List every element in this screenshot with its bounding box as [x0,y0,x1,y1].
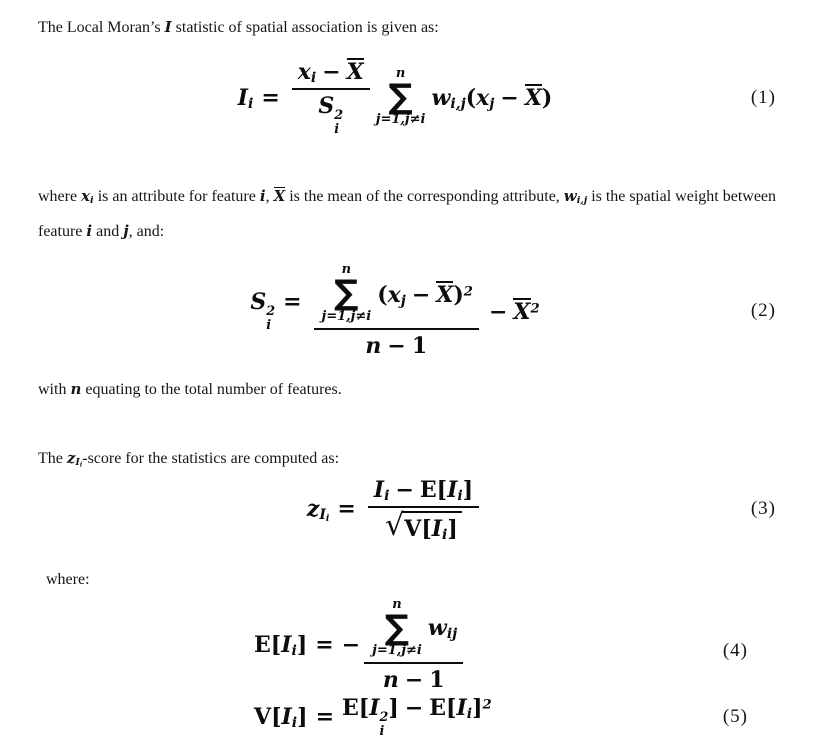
eq1-summation [376,67,426,128]
minus-sign: − [411,281,431,308]
math-sub: i [466,705,473,722]
close-paren: ) [453,281,464,308]
math-var: z [66,448,76,467]
x-bar-variable: X [273,187,286,206]
math-var: I [75,456,80,468]
eq2-lhs [250,289,309,333]
x-bar-variable: X [524,85,542,112]
math-var: w [563,187,577,206]
open-bracket: [ [421,515,432,542]
math-sub: i [325,514,330,525]
math-var: x [81,187,91,206]
math-sup: 2 [530,300,540,316]
math-sub: i [457,487,463,504]
numerator-expression [374,477,473,503]
math-var: S [318,93,335,119]
radical-sign: √ [385,507,405,543]
minus-sign: − [488,298,508,325]
close-paren: ) [541,85,553,112]
sum-lower-limit: j=1,j≠i [372,642,422,658]
text-run: is an attribute for feature [93,188,260,206]
equation-3 [38,477,780,542]
math-var: S [250,288,267,315]
text-run: is the spatial weight between feature [38,188,777,241]
fraction-denominator [365,330,427,359]
math-var: I [431,515,443,542]
expectation-operator: E [429,694,447,721]
text-run: statistic of spatial association is given as: [171,19,439,36]
minus-sign: − [395,476,414,503]
fraction-numerator [314,263,479,329]
fraction-denominator [383,664,445,693]
denominator-expression [383,667,445,693]
with-n-paragraph [38,377,780,402]
math-var-j: j [123,222,129,241]
inline-math [67,449,82,467]
eq1-fraction [292,58,370,137]
denominator-expression [365,333,427,359]
text-run: equating to the total number of features. [81,380,342,398]
text-run: , and: [128,223,165,241]
eq4-summation [372,598,422,659]
equals-sign: = [315,703,335,730]
inline-math [564,187,587,205]
sum-lower-limit: j=1,j≠i [321,308,372,324]
equals-sign: = [283,288,302,315]
minus-sign: − [500,85,519,112]
math-sub: i,j [576,195,588,207]
eq2-fraction [314,263,479,358]
math-sub: i [79,461,83,469]
radicand [402,511,462,542]
fraction-numerator [364,598,463,664]
text-run: and [92,223,124,241]
text-run: where [38,188,82,206]
equation-1 [38,58,780,137]
math-var: w [431,85,451,112]
open-paren: ( [465,85,477,112]
equation-5 [38,695,780,739]
numerator-expression [298,58,364,85]
open-bracket: [ [358,694,370,721]
math-var: I [369,694,380,721]
math-var-i: i [86,222,93,241]
math-sub: ij [446,626,458,643]
equals-sign: = [315,632,334,659]
numerator-expression [428,615,457,641]
sum-upper-limit: n [395,66,406,82]
equation-number: (1) [750,86,776,108]
math-var: z [306,496,320,523]
close-bracket: ] [297,703,308,730]
minus-sign: − [404,694,424,721]
math-var: x [297,59,311,85]
denominator-expression [318,93,343,137]
math-number: 1 [429,666,445,693]
math-sub: j [400,292,406,309]
math-var: I [447,476,458,503]
eq3-lhs [306,496,364,525]
text-run: , [265,188,274,206]
eq1-rhs [431,84,552,111]
expectation-operator: E [419,476,437,503]
variance-operator: V [254,703,272,730]
fraction-numerator [292,58,370,90]
math-sub: i [247,95,254,112]
math-var: I [237,84,248,111]
sigma-symbol: ∑ [334,273,359,314]
math-var: I [456,694,467,721]
eq4-lhs [254,632,342,658]
math-sub: j [489,96,495,113]
equals-sign: = [337,496,356,523]
square-root [385,507,462,543]
math-sub: i [310,70,317,87]
equation-number: (5) [722,705,748,727]
math-var: w [427,615,447,642]
equation-number: (4) [722,639,748,661]
math-sup: 2 [266,304,276,320]
math-sub: i [334,122,340,138]
eq2-tail [483,298,540,325]
text-run: is the mean of the corresponding attribute, [285,188,564,206]
text-run: The Local Moran’s [38,19,165,36]
eq4-fraction [364,598,463,693]
equation-2 [38,263,780,358]
equals-sign: = [261,84,280,111]
sum-upper-limit: n [341,262,352,278]
sum-upper-limit: n [392,596,402,612]
sup-sub-stack [334,109,343,137]
fraction-numerator [368,477,479,508]
fraction-denominator [318,90,343,137]
math-sub: i [291,715,298,732]
math-sub: i,j [450,96,466,113]
open-bracket: [ [436,476,448,503]
expectation-operator: E [254,632,271,659]
math-var: I [281,703,292,730]
equation-4 [38,598,780,693]
text-run: with [38,380,71,398]
eq1-lhs [238,85,288,111]
zscore-paragraph [38,446,780,471]
math-sub: i [384,487,390,504]
negative-sign: − [341,632,361,659]
math-var: I [281,632,292,659]
close-bracket: ] [296,632,308,659]
intro-paragraph [38,15,780,40]
text-run: -score for the statistics are computed as: [82,449,340,467]
sum-lower-limit: j=1,j≠i [375,112,426,128]
math-var: x [387,281,401,308]
close-bracket: ] [462,476,474,503]
numerator-expression [377,281,473,308]
math-sub: i [442,526,448,543]
close-bracket: ] [447,515,458,542]
math-sup: 2 [379,710,389,726]
sigma-symbol: ∑ [384,607,410,648]
expectation-operator: E [342,694,359,721]
math-var: n [365,332,382,359]
math-var-i: i [259,187,266,206]
math-sup: 2 [482,697,492,713]
inline-math [274,187,286,205]
math-var-n: n [70,379,82,398]
inline-math [81,187,94,205]
open-bracket: [ [271,703,282,730]
close-bracket: ] [472,694,483,721]
where-label: where: [46,570,90,588]
eq3-fraction [368,477,479,542]
x-bar-variable: X [346,59,364,85]
math-var: x [476,85,490,112]
math-sub: i [266,318,272,334]
equation-number: (2) [750,300,776,321]
math-sub: i [291,643,297,660]
eq5-rhs [342,695,492,739]
x-bar-variable: X [513,298,531,325]
math-var: I [373,476,385,503]
math-sub: i [379,724,385,740]
math-sup: 2 [334,108,344,124]
math-var: I [319,507,326,524]
equation-number: (3) [750,498,776,520]
minus-sign: − [387,332,406,359]
open-bracket: [ [446,694,457,721]
x-bar-variable: X [436,281,454,308]
variance-operator: V [404,515,422,542]
fraction-denominator [385,508,462,542]
math-sub: i [90,195,94,207]
minus-sign: − [322,59,341,85]
open-bracket: [ [270,632,282,659]
text-run: The [38,449,67,467]
eq2-summation [322,263,372,324]
math-var-I: I [164,18,172,36]
where-definitions-paragraph [38,179,780,249]
sigma-symbol: ∑ [388,77,413,118]
eq5-lhs [254,704,342,730]
open-paren: ( [377,281,388,308]
close-bracket: ] [388,694,399,721]
sup-sub-stack [266,305,275,333]
math-number: 1 [411,332,428,359]
math-sup: 2 [463,283,473,299]
math-var: n [382,666,399,693]
math-sub [319,507,329,523]
minus-sign: − [404,666,424,693]
